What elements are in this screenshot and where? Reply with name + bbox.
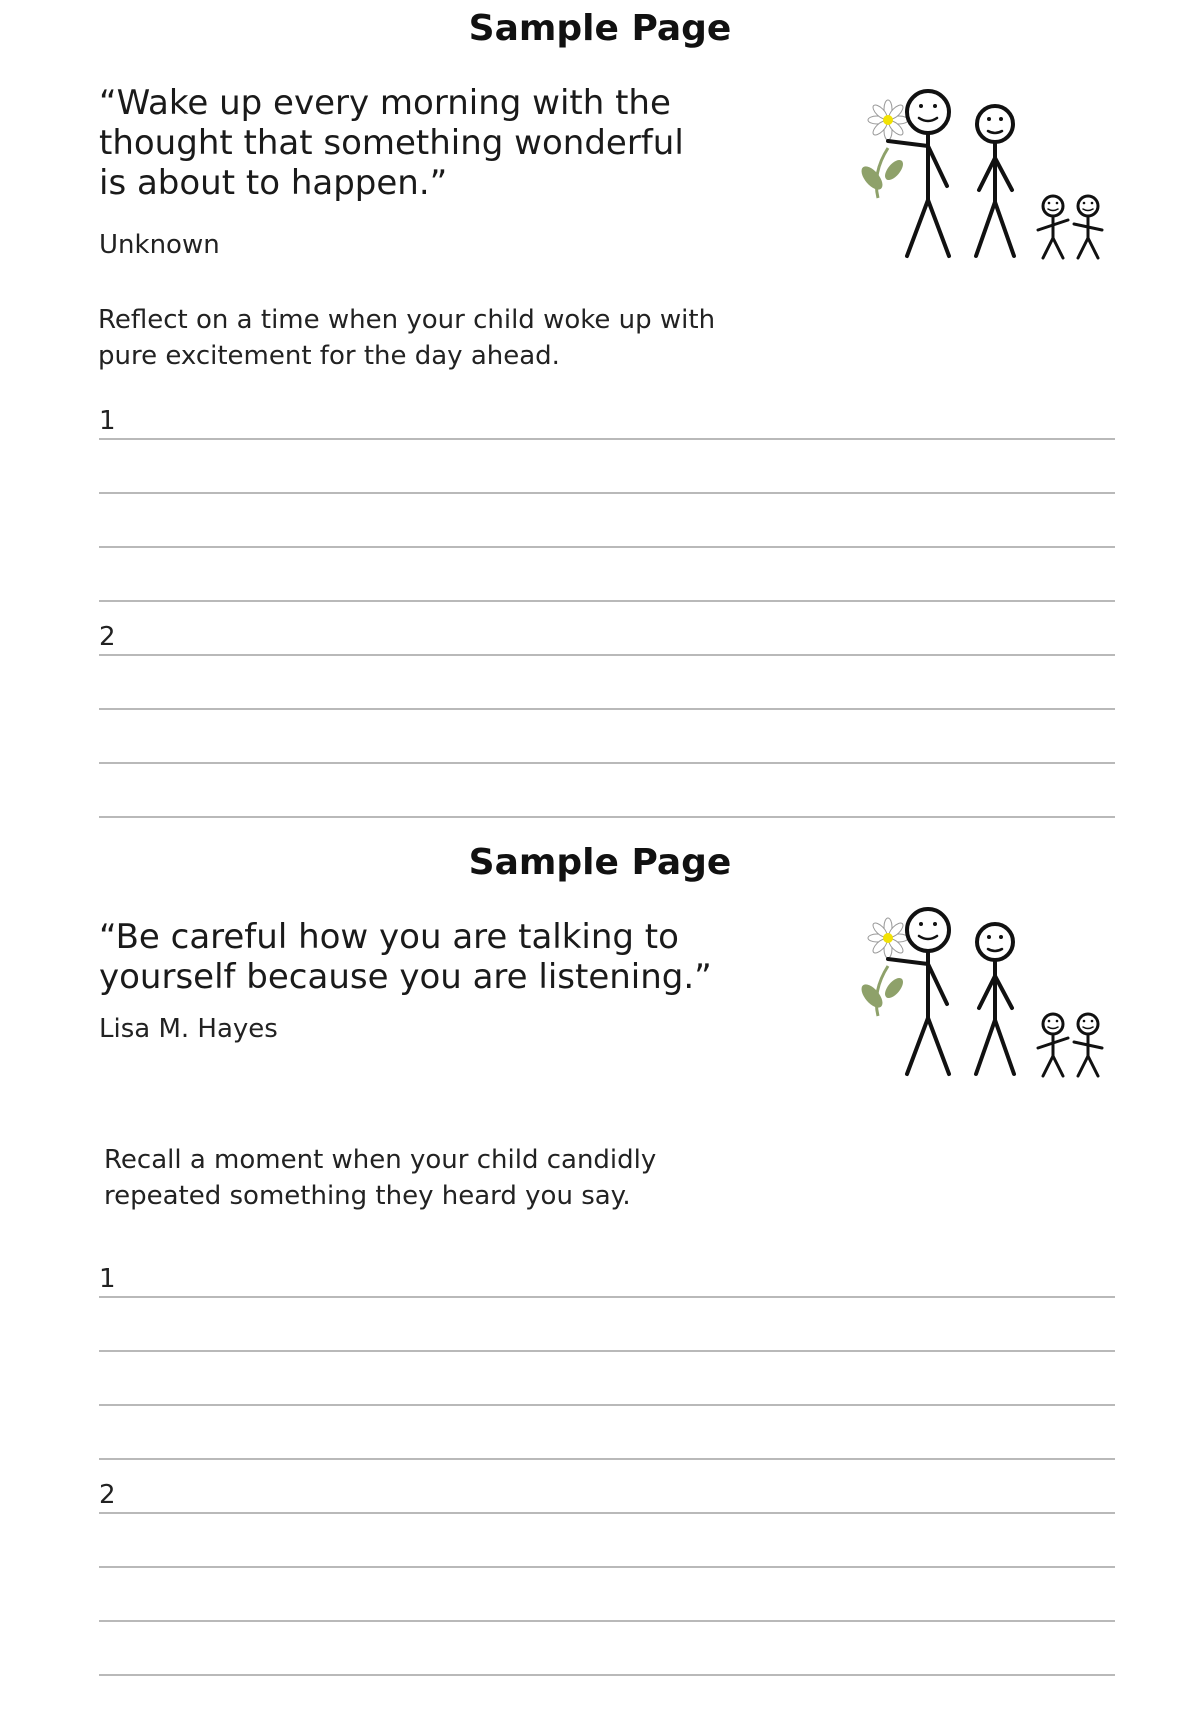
answer-line[interactable] — [99, 1458, 1115, 1460]
answer-line[interactable] — [99, 1566, 1115, 1568]
page-title: Sample Page — [468, 842, 732, 883]
answer-line[interactable] — [99, 654, 1115, 656]
answer-line[interactable] — [99, 1350, 1115, 1352]
answer-line[interactable] — [99, 708, 1115, 710]
answer-line[interactable] — [99, 1512, 1115, 1514]
flower-icon — [858, 918, 908, 1016]
answer-line[interactable] — [99, 1296, 1115, 1298]
answer-label-1: 1 — [99, 1264, 116, 1294]
answer-line[interactable] — [99, 816, 1115, 818]
answer-line[interactable] — [99, 1674, 1115, 1676]
flower-icon — [858, 100, 908, 198]
reflection-prompt: Recall a moment when your child candidly repeated something they heard you say. — [104, 1145, 657, 1211]
quote-author: Lisa M. Hayes — [99, 1014, 278, 1044]
answer-line[interactable] — [99, 438, 1115, 440]
reflection-prompt: Reflect on a time when your child woke up with pure excitement for the day ahead. — [98, 305, 716, 371]
answer-line[interactable] — [99, 600, 1115, 602]
quote-text: “Be careful how you are talking to yourself because you are listening.” — [99, 917, 712, 997]
answer-line[interactable] — [99, 1620, 1115, 1622]
journal-section-1 — [0, 0, 1200, 830]
page-title: Sample Page — [468, 8, 732, 49]
quote-author: Unknown — [99, 230, 220, 260]
answer-line[interactable] — [99, 1404, 1115, 1406]
journal-section-2 — [0, 834, 1200, 1724]
stick-figure-family-icon — [850, 896, 1115, 1086]
answer-label-2: 2 — [99, 1480, 116, 1510]
answer-label-1: 1 — [99, 406, 116, 436]
answer-line[interactable] — [99, 762, 1115, 764]
answer-label-2: 2 — [99, 622, 116, 652]
answer-line[interactable] — [99, 492, 1115, 494]
quote-text: “Wake up every morning with the thought that something wonderful is about to happen.” — [99, 83, 684, 203]
stick-figure-family-icon — [850, 78, 1115, 268]
answer-line[interactable] — [99, 546, 1115, 548]
